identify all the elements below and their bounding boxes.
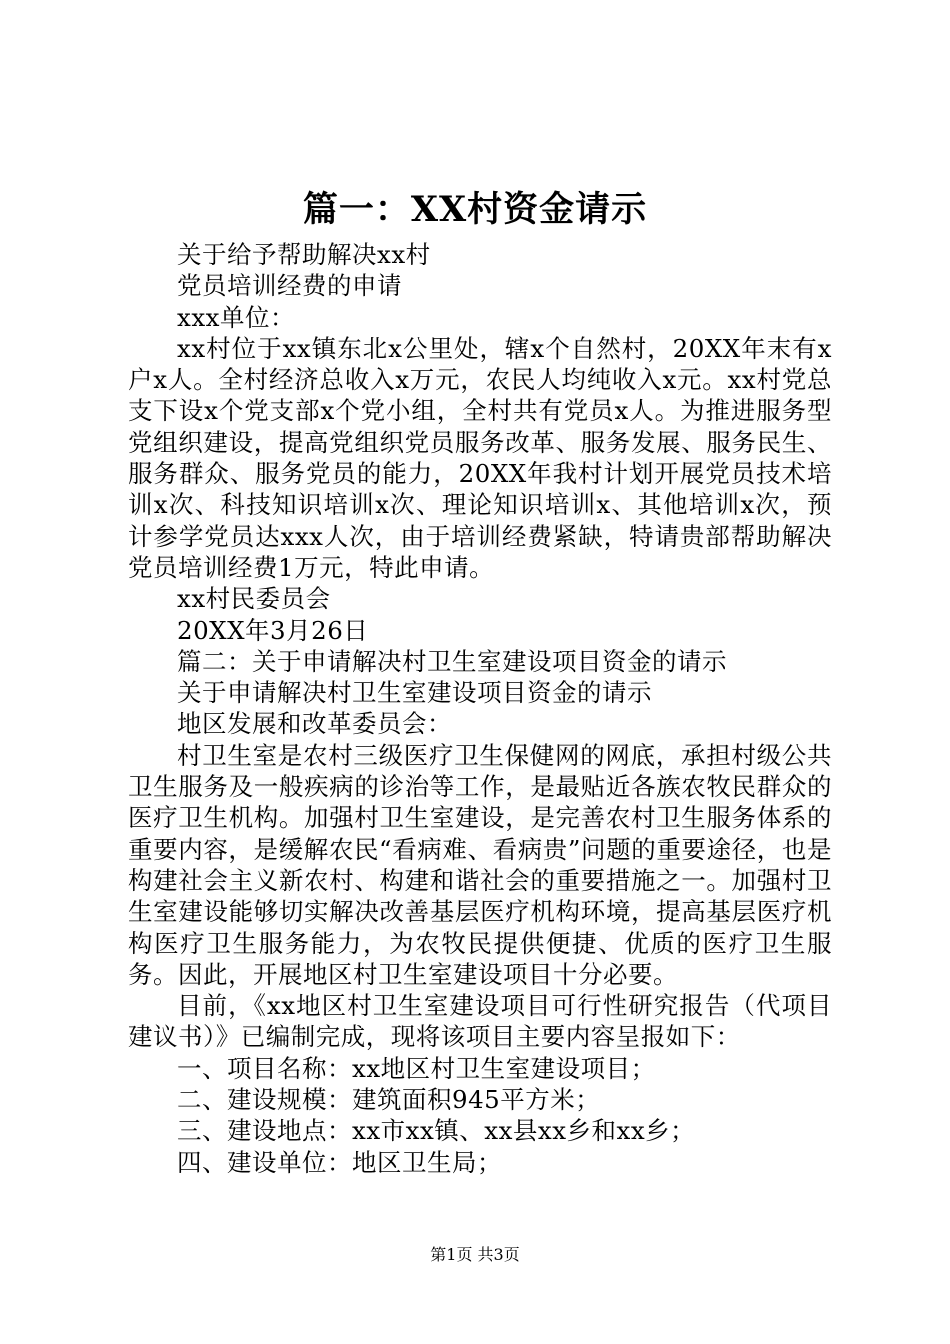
paragraph: 20XX年3月26日 [177,615,369,645]
paragraph: 地区发展和改革委员会： [177,709,452,739]
paragraph: 目前，《xx地区村卫生室建设项目可行性研究报告（代项目建议书）》已编制完成，现将该项目主要内容呈报如下： [128,991,832,1052]
paragraph: 关于申请解决村卫生室建设项目资金的请示 [177,678,652,708]
paragraph: xxx单位： [177,302,295,332]
paragraph: 二、建设规模：建筑面积945平方米； [177,1085,601,1115]
paragraph: 四、建设单位：地区卫生局； [177,1147,502,1177]
document-title: 篇一：XX村资金请示 [302,189,648,230]
paragraph: 党员培训经费的申请 [177,271,402,301]
paragraph: 三、建设地点：xx市xx镇、xx县xx乡和xx乡； [177,1116,696,1146]
paragraph: 关于给予帮助解决xx村 [177,240,431,269]
paragraph: 村卫生室是农村三级医疗卫生保健网的网底，承担村级公共卫生服务及一般疾病的诊治等工作，是最贴近各族农牧民群众的医疗卫生机构。加强村卫生室建设，是完善农村卫生服务体系的重要内容，是缓解农民“看病难、看病贵”问题的重要途径，也是构建社会主义新农村、构建和谐社会的重要措施之一。加强村卫生室建设能够切实解决改善基层医疗机构环境，提高基层医疗机构医疗卫生服务能力，为农牧民提供便捷、优质的医疗卫生服务。因此，开展地区村卫生室建设项目十分必要。 [128,740,832,989]
page-footer: 第1页 共3页 [430,1245,520,1264]
paragraph: 篇二：关于申请解决村卫生室建设项目资金的请示 [177,646,727,676]
paragraph: xx村位于xx镇东北x公里处，辖x个自然村，20XX年末有x户x人。全村经济总收入x万元，农民人均纯收入x元。xx村党总支下设x个党支部x个党小组，全村共有党员x人。为推进服务型党组织建设，提高党组织党员服务改革、服务发展、服务民生、服务群众、服务党员的能力，20XX年我村计划开展党员技术培训x次、科技知识培训x次、理论知识培训x、其他培训x次，预计参学党员达xxx人次，由于培训经费紧缺，特请贵部帮助解决党员培训经费1万元，特此申请。 [128,333,832,582]
document-body [128,239,832,1178]
paragraph: xx村民委员会 [177,584,331,614]
paragraph: 一、项目名称：xx地区村卫生室建设项目； [177,1053,656,1083]
